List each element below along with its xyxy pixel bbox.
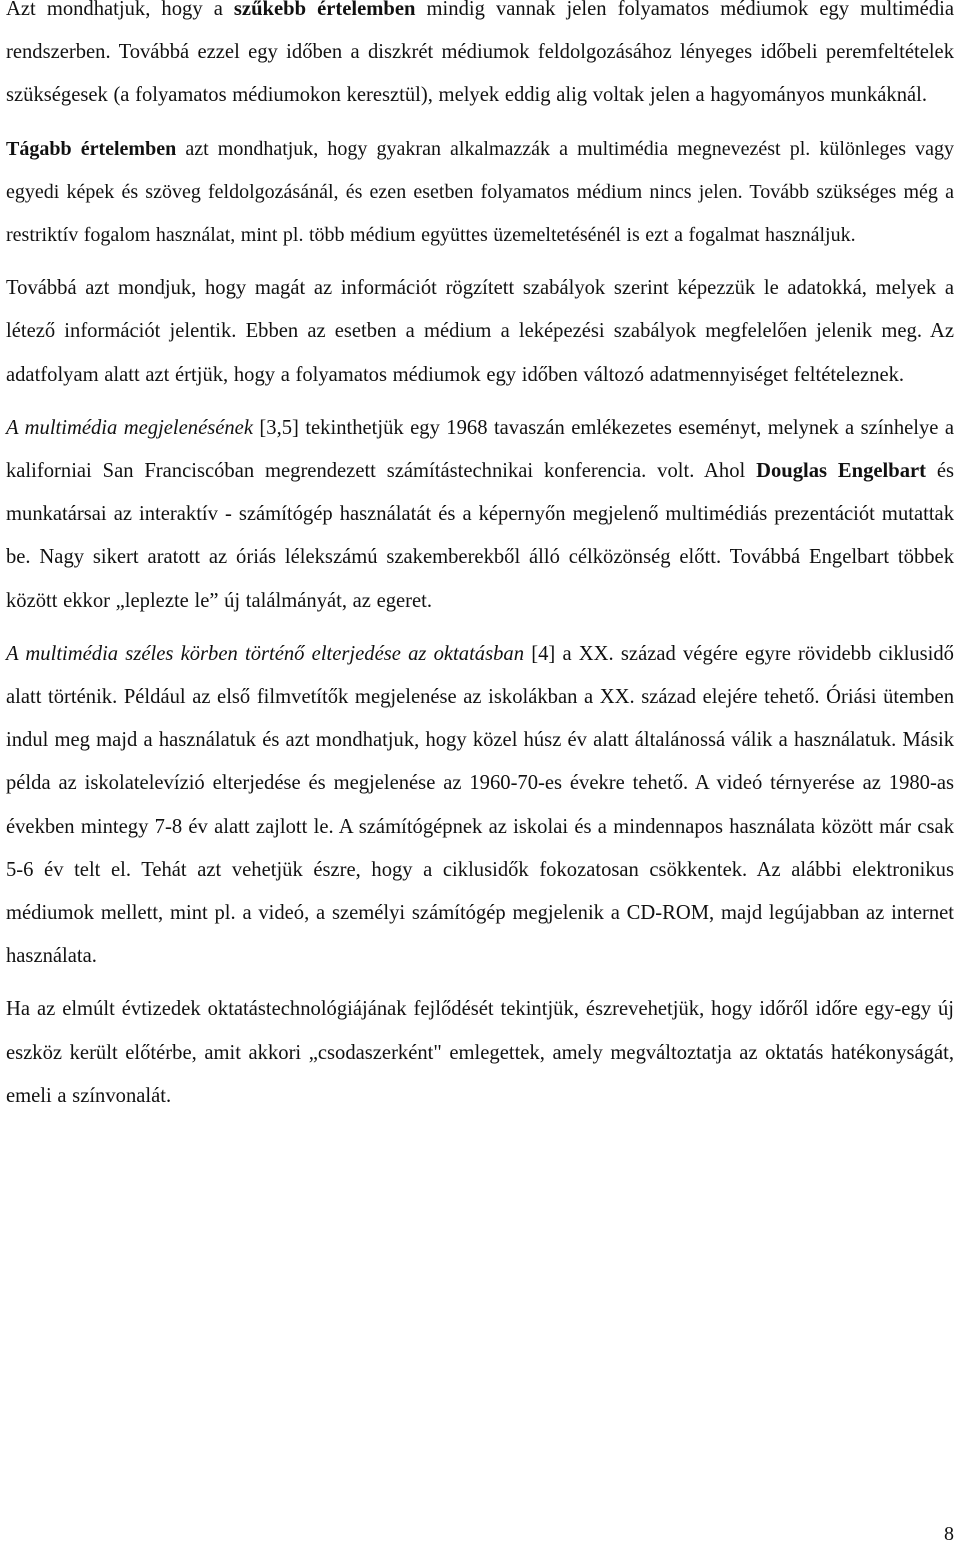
text-run: Továbbá azt mondjuk, hogy magát az információt rögzített szabályok szerint képezzük le adatokká, melyek a létező információt jelentik. Ebben az esetben a médium a leképezési szabályok megfelelően jelenik meg. Az adatfolyam alatt azt értjük, hogy a folyamatos médiumok egy időben változó adatmennyiséget feltételeznek. <box>6 277 954 386</box>
paragraph-education-technology <box>6 988 954 1118</box>
text-run: Ha az elmúlt évtizedek oktatástechnológiájának fejlődését tekintjük, észrevehetjük, hogy időről időre egy-egy új eszköz került előtérbe, amit akkori „csodaszerként" emlegettek, amely megváltoztatja az oktatás hatékonyságát, emeli a színvonalát. <box>6 998 954 1107</box>
bold-term-narrow-sense: szűkebb értelemben <box>233 0 416 20</box>
italic-term-education-spread: A multimédia széles körben történő elterjedése az oktatásban <box>6 642 524 665</box>
text-run: és munkatársai az interaktív - számítógép használatát és a képernyőn megjelenő multimédiás prezentációt mutattak be. Nagy sikert aratott az óriás lélekszámú szakemberekből álló célközönség előtt. Továbbá Engelbart többek között ekkor „leplezte le” új találmányát, az egeret. <box>6 460 954 612</box>
text-run: azt mondhatjuk, hogy gyakran alkalmazzák a multimédia megnevezést pl. különleges vagy egyedi képek és szöveg feldolgozásánál, és ezen esetben folyamatos médium nincs jelen. Tovább szükséges még a restriktív fogalom használat, mint pl. több médium együttes üzemeltetésénél is ezt a fogalmat használjuk. <box>6 137 955 247</box>
document-page <box>6 0 954 1128</box>
paragraph-multimedia-origin <box>6 407 954 623</box>
text-run: [3,5] tekinthetjük egy 1968 tavaszán emlékezetes eseményt, melynek a színhelye a kaliforniai San Franciscóban megrendezett számítástechnikai konferencia. volt. Ahol <box>6 416 954 483</box>
text-run: mindig vannak jelen folyamatos médiumok egy multimédia rendszerben. Továbbá ezzel egy időben a diszkrét médiumok feldolgozásához lényeges időbeli peremfeltételek szükségesek (a folyamatos médiumokon keresztül), melyek eddig alig voltak jelen a hagyományos munkáknál. <box>6 0 954 107</box>
bold-term-broad-sense: Tágabb értelemben <box>6 137 177 160</box>
text-run: [4] a XX. század végére egyre rövidebb ciklusidő alatt történik. Például az első filmvetítők megjelenése az iskolákban a XX. század elejére tehető. Óriási ütemben indul meg majd a használatuk és azt mondhatjuk, hogy közel húsz év alatt általánossá válik a használatuk. Másik példa az iskolatelevízió elterjedése és megjelenése az 1960-70-es évekre tehető. A videó térnyerése az 1980-as években mintegy 7-8 év alatt zajlott le. A számítógépnek az iskolai és a mindennapos használata között már csak 5-6 év telt el. Tehát azt vehetjük észre, hogy a ciklusidők fokozatosan csökkentek. Az alábbi elektronikus médiumok mellett, mint pl. a videó, a személyi számítógép megjelenik a CD-ROM, majd legújabban az internet használata. <box>6 642 954 968</box>
page-number: 8 <box>944 1523 954 1545</box>
paragraph-narrow-sense <box>6 0 954 118</box>
paragraph-education-spread <box>6 633 954 979</box>
bold-name-engelbart: Douglas Engelbart <box>756 460 926 483</box>
text-run: Azt mondhatjuk, hogy a <box>6 0 234 20</box>
paragraph-information-mapping <box>6 267 954 397</box>
italic-term-multimedia-origin: A multimédia megjelenésének <box>6 416 253 439</box>
paragraph-broad-sense <box>6 128 954 258</box>
